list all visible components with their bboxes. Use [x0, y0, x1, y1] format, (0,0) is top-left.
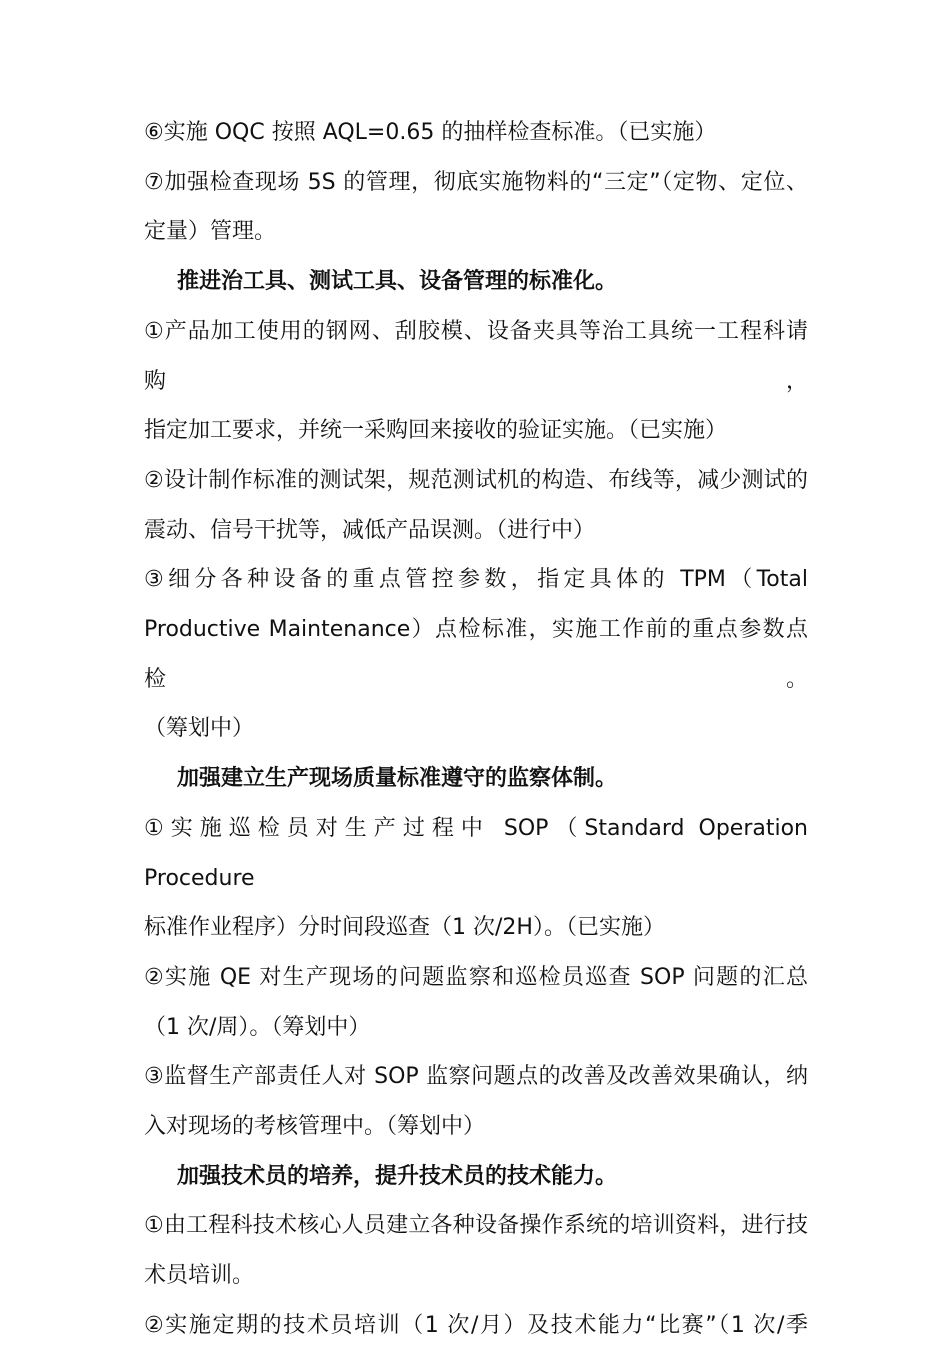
paragraph-line: 震动、信号干扰等，减低产品误测。（进行中） [144, 517, 596, 543]
paragraph-line: ①产品加工使用的钢网、刮胶模、设备夹具等治工具统一工程科请购， [144, 318, 808, 394]
paragraph-line: ⑥实施 OQC 按照 AQL=0.65 的抽样检查标准。（已实施） [144, 120, 717, 145]
paragraph-line: ①由工程科技术核心人员建立各种设备操作系统的培训资料，进行技 [144, 1213, 808, 1239]
paragraph-line: ②实施定期的技术员培训（1 次/月）及技术能力“比赛”（1 次/季 [144, 1312, 808, 1338]
paragraph-line: ⑦加强检查现场 5S 的管理，彻底实施物料的“三定”（定物、定位、 [144, 169, 808, 195]
paragraph-line: ②设计制作标准的测试架，规范测试机的构造、布线等，减少测试的 [144, 467, 808, 493]
paragraph-line: （筹划中） [144, 716, 255, 742]
section-heading: 加强技术员的培养，提升技术员的技术能力。 [177, 1163, 618, 1189]
paragraph-line: 入对现场的考核管理中。（筹划中） [144, 1114, 486, 1140]
paragraph-line: 定量）管理。 [144, 219, 277, 245]
paragraph-line: 术员培训。 [144, 1263, 255, 1289]
document-body [144, 108, 808, 1351]
paragraph-line: （1 次/周）。（筹划中） [144, 1014, 371, 1040]
paragraph-line: 标准作业程序）分时间段巡查（1 次/2H）。（已实施） [144, 915, 665, 941]
paragraph-line: ①实施巡检员对生产过程中 SOP（Standard Operation Procedure [144, 815, 808, 891]
paragraph-line: Productive Maintenance）点检标准，实施工作前的重点参数点检。 [144, 617, 808, 692]
paragraph-line: ③监督生产部责任人对 SOP 监察问题点的改善及改善效果确认，纳 [144, 1064, 808, 1090]
paragraph-line: ②实施 QE 对生产现场的问题监察和巡检员巡查 SOP 问题的汇总 [144, 964, 808, 990]
section-heading: 推进治工具、测试工具、设备管理的标准化。 [177, 269, 618, 295]
section-heading: 加强建立生产现场质量标准遵守的监察体制。 [177, 766, 618, 792]
paragraph-line: 指定加工要求，并统一采购回来接收的验证实施。（已实施） [144, 418, 728, 444]
paragraph-line: ③细分各种设备的重点管控参数，指定具体的 TPM（Total [144, 567, 808, 593]
